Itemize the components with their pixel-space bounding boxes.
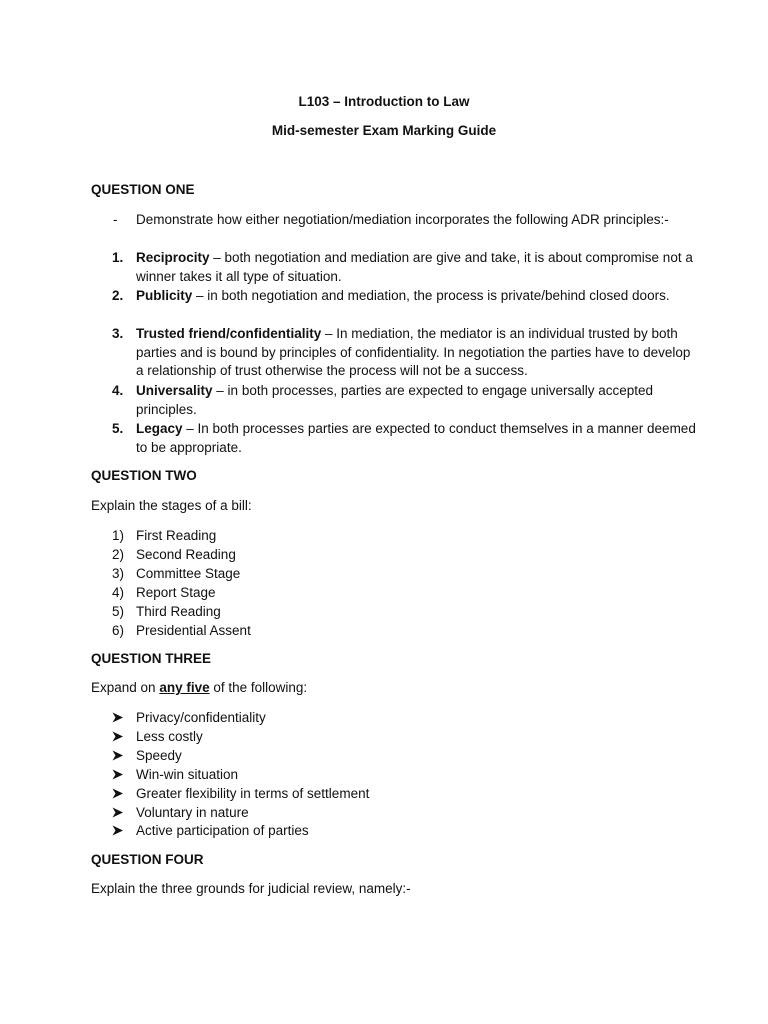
advantage-text: Voluntary in nature xyxy=(136,804,249,820)
question-two-heading: QUESTION TWO xyxy=(91,468,197,483)
question-three-heading: QUESTION THREE xyxy=(91,651,212,666)
item-number: 5. xyxy=(112,421,124,436)
item-number: 1. xyxy=(112,250,124,265)
stage-text: First Reading xyxy=(136,528,217,543)
course-title: L103 – Introduction to Law xyxy=(298,94,470,109)
arrow-bullet-icon xyxy=(112,728,126,742)
advantage-text: Privacy/confidentiality xyxy=(136,710,266,725)
question-four-heading: QUESTION FOUR xyxy=(91,852,204,867)
intro-emphasis: any five xyxy=(159,680,210,695)
stage-text: Second Reading xyxy=(136,547,236,562)
principle-term: Reciprocity xyxy=(136,250,210,265)
question-four-intro: Explain the three grounds for judicial review, namely:- xyxy=(91,881,411,896)
principle-term: Universality xyxy=(136,383,213,398)
intro-before: Expand on xyxy=(91,680,160,695)
item-body xyxy=(136,249,696,286)
advantage-text: Active participation of parties xyxy=(136,823,309,839)
intro-text: Demonstrate how either negotiation/mediation incorporates the following ADR principles:- xyxy=(136,212,669,227)
advantage-text: Win-win situation xyxy=(136,766,239,782)
item-body xyxy=(136,420,696,457)
stage-text: Report Stage xyxy=(136,585,216,600)
arrow-bullet-icon xyxy=(112,766,126,780)
item-body xyxy=(136,382,696,419)
principle-term: Legacy xyxy=(136,421,183,436)
arrow-bullet-icon xyxy=(112,785,126,799)
item-body xyxy=(136,287,696,306)
exam-title: Mid-semester Exam Marking Guide xyxy=(271,123,497,138)
arrow-bullet-icon xyxy=(112,804,126,818)
question-three-intro xyxy=(91,680,307,695)
principle-text: – In mediation, the mediator is an individual trusted by both parties and is bound by principles of confidentiality. In negotiation the parties have to develop a relationship of trust otherwise the process will not be a success. xyxy=(136,326,691,378)
item-number: 5) xyxy=(112,604,125,619)
arrow-bullet-icon xyxy=(112,709,126,723)
stage-text: Committee Stage xyxy=(136,566,241,581)
principle-term: Trusted friend/confidentiality xyxy=(136,326,322,341)
advantage-text: Speedy xyxy=(136,747,182,763)
advantage-text: Greater flexibility in terms of settlement xyxy=(136,785,370,801)
arrow-bullet-icon xyxy=(112,822,126,836)
item-number: 1) xyxy=(112,528,125,543)
principle-text: – In both processes parties are expected to conduct themselves in a manner deemed to be appropriate. xyxy=(136,421,696,455)
item-number: 3) xyxy=(112,566,125,581)
item-number: 4) xyxy=(112,585,125,600)
advantage-text: Less costly xyxy=(136,728,203,744)
question-one-heading: QUESTION ONE xyxy=(91,182,195,197)
item-number: 6) xyxy=(112,623,125,638)
arrow-bullet-icon xyxy=(112,747,126,761)
principle-text: – in both negotiation and mediation, the process is private/behind closed doors. xyxy=(192,288,670,303)
item-number: 3. xyxy=(112,326,124,341)
item-body xyxy=(136,325,696,381)
dash-marker: - xyxy=(113,212,118,227)
principle-term: Publicity xyxy=(136,288,193,303)
stage-text: Presidential Assent xyxy=(136,623,251,638)
stage-text: Third Reading xyxy=(136,604,221,619)
item-number: 2) xyxy=(112,547,125,562)
principle-text: – both negotiation and mediation are give and take, it is about compromise not a winner takes it all type of situation. xyxy=(136,250,693,284)
item-number: 2. xyxy=(112,288,124,303)
principle-text: – in both processes, parties are expected to engage universally accepted principles. xyxy=(136,383,654,417)
question-two-intro: Explain the stages of a bill: xyxy=(91,498,252,513)
item-number: 4. xyxy=(112,383,124,398)
intro-after: of the following: xyxy=(209,680,308,695)
